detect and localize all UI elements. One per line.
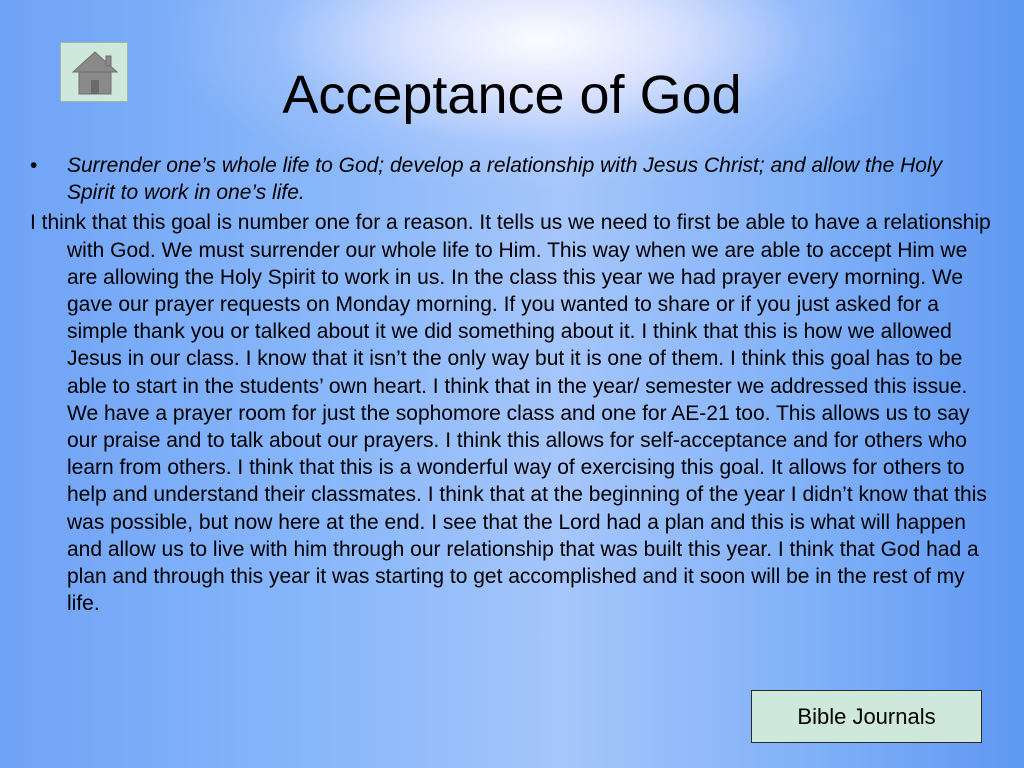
bullet-item bbox=[30, 152, 995, 206]
bullet-marker: • bbox=[30, 154, 38, 177]
slide-title: Acceptance of God bbox=[282, 65, 742, 125]
bible-journals-button[interactable]: Bible Journals bbox=[751, 690, 982, 743]
body-paragraph: I think that this goal is number one for a reason. It tells us we need to first be able to have a relationship with God. We must surrender our whole life to Him. This way when we are able to accept Him we are allowing the Holy Spirit to work in us. In the class this year we had prayer every morning. We gave our prayer requests on Monday morning. If you wanted to share or if you just asked for a simple thank you or talked about it we did something about it. I think that this is how we allowed Jesus in our class. I know that it isn’t the only way but it is one of them. I think this goal has to be able to start in the students’ own heart. I think that in the year/ semester we addressed this issue. We have a prayer room for just the sophomore class and one for AE-21 too. This allows us to say our praise and to talk about our prayers. I think this allows for self-acceptance and for others who learn from others. I think that this is a wonderful way of exercising this goal. It allows for others to help and understand their classmates. I think that at the beginning of the year I didn’t know that this was possible, but now here at the end. I see that the Lord had a plan and this is what will happen and allow us to live with him through our relationship that was built this year. I think that God had a plan and through this year it was starting to get accomplished and it soon will be in the rest of my life. bbox=[30, 211, 991, 616]
bullet-text: Surrender one’s whole life to God; develop a relationship with Jesus Christ; and allow the Holy Spirit to work in one’s life. bbox=[67, 154, 943, 205]
slide-content bbox=[30, 152, 995, 617]
